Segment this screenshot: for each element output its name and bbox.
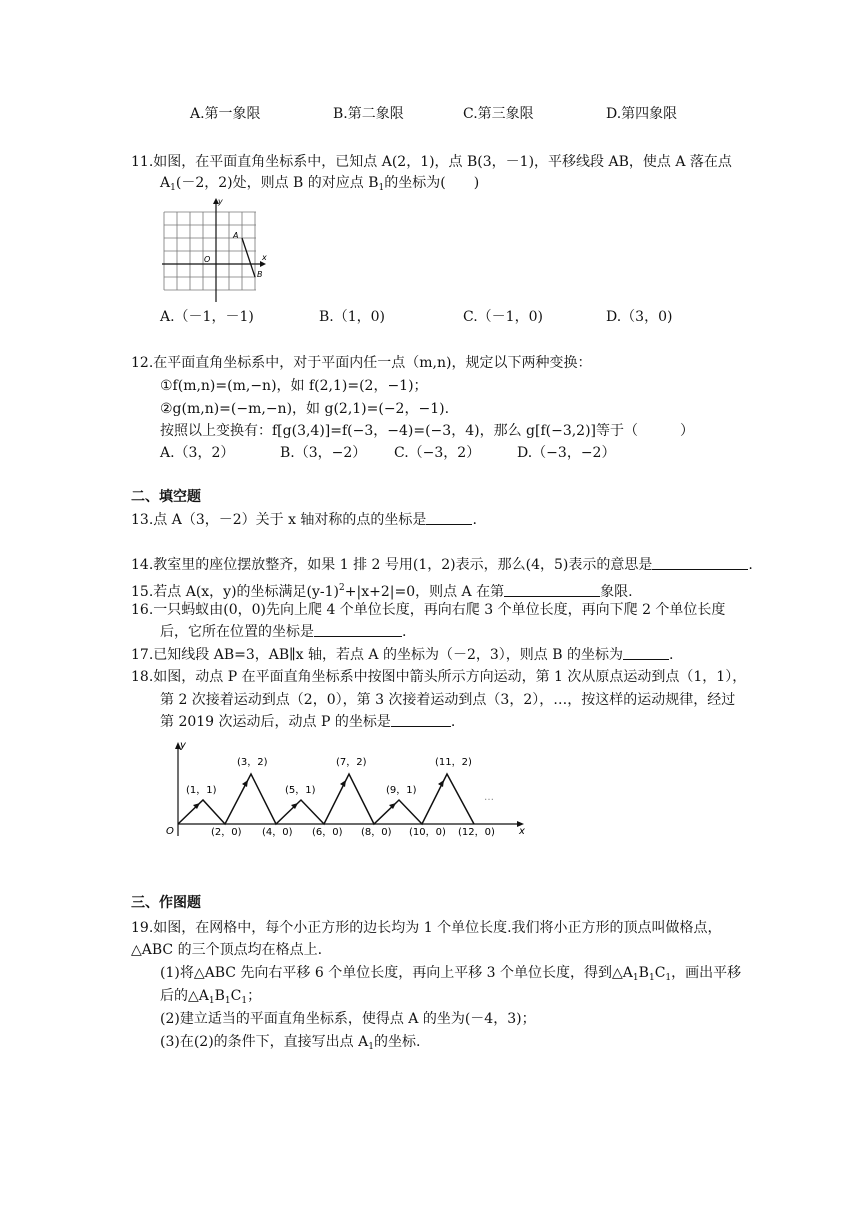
q11-line1: 11.如图，在平面直角坐标系中，已知点 A(2，1)，点 B(3，－1)，平移线段 AB，使点 A 落在点 [131, 154, 732, 170]
q19-line5: (2)建立适当的平面直角坐标系，使得点 A 的坐为(－4，3)； [160, 1011, 536, 1027]
q11-option-b: B.（1，0) [319, 309, 386, 325]
q11-option-a: A.（－1，－1) [160, 309, 254, 325]
q16-answer-blank[interactable] [314, 622, 402, 637]
q11-point-a-label: A [233, 231, 239, 240]
q11-x-label: x [262, 253, 267, 262]
q12-line4: 按照以上变换有：f[g(3,4)]=f(−3，−4)=(−3，4)，那么 g[f(−3,2)]等于（ ） [160, 423, 695, 439]
q19-line2: △ABC 的三个顶点均在格点上. [131, 942, 323, 958]
q18-origin-label: O [166, 826, 174, 837]
q11-option-c: C.（－1，0) [463, 309, 543, 325]
label-10-0: (10，0) [409, 827, 446, 838]
q18-bottom-labels [211, 827, 495, 838]
q10-option-d: D.第四象限 [606, 106, 678, 122]
q18-ellipsis: … [484, 792, 494, 803]
label-1-1: (1，1) [186, 785, 217, 796]
label-8-0: (8，0) [361, 827, 392, 838]
q13-answer-blank[interactable] [426, 510, 472, 525]
q10-option-c: C.第三象限 [463, 106, 534, 122]
label-7-2: (7，2) [336, 757, 367, 768]
label-6-0: (6，0) [312, 827, 343, 838]
label-4-0: (4，0) [262, 827, 293, 838]
q11-point-b-label: B [257, 270, 263, 279]
q11-grid-figure [160, 194, 270, 304]
q19-line3: (1)将△ABC 先向右平移 6 个单位长度，再向上平移 3 个单位长度，得到$\triangle A_1B_1C_1$，画出平移 [160, 965, 742, 983]
zigzag-path [178, 774, 474, 824]
q15-answer-blank[interactable] [504, 582, 600, 597]
q18-line3: 第 2019 次运动后，动点 P 的坐标是 . [160, 714, 456, 730]
section-fill-in-title: 二、填空题 [131, 489, 201, 505]
section-drawing-title: 三、作图题 [131, 895, 201, 911]
q15-line: 15.若点 A(x，y)的坐标满足$(y-1)^2+|x+2|=0$，则点 A 在第 象限. [131, 583, 633, 600]
q18-line2: 第 2 次接着运动到点（2，0），第 3 次接着运动到点（3，2），…，按这样的运动规律，经过 [160, 692, 736, 708]
q12-option-d: D.（−3，−2） [517, 445, 616, 461]
q19-line6: (3)在(2)的条件下，直接写出点 $A_1$的坐标. [160, 1034, 421, 1052]
q16-line2: 后，它所在位置的坐标是 . [160, 624, 407, 640]
q11-origin-label: O [204, 255, 211, 264]
q18-answer-blank[interactable] [391, 712, 451, 727]
q13-line: 13.点 A（3，－2）关于 x 轴对称的点的坐标是 . [131, 512, 477, 528]
label-2-0: (2，0) [211, 827, 242, 838]
label-3-2: (3，2) [237, 757, 268, 768]
q12-option-a: A.（3，2） [160, 445, 235, 461]
label-5-1: (5，1) [285, 785, 316, 796]
q18-y-label: y [180, 740, 186, 751]
q10-option-a: A.第一象限 [190, 106, 261, 122]
q11-line2: $A_1(-2$，2)处，则点 B 的对应点 $B_1$的坐标为( ) [160, 175, 480, 193]
q12-line2: ①f(m,n)=(m,−n)，如 f(2,1)=(2，−1)； [160, 378, 428, 394]
q17-answer-blank[interactable] [623, 645, 669, 660]
q18-zigzag-figure [160, 738, 530, 838]
label-12-0: (12，0) [458, 827, 495, 838]
q18-top-labels [186, 757, 472, 796]
q14-answer-blank[interactable] [652, 555, 748, 570]
q12-line1: 12.在平面直角坐标系中，对于平面内任一点（m,n)，规定以下两种变换： [131, 355, 592, 371]
q19-line1: 19.如图，在网格中，每个小正方形的边长均为 1 个单位长度.我们将小正方形的顶点叫做格点， [131, 920, 722, 936]
label-11-2: (11，2) [435, 757, 472, 768]
q14-line: 14.教室里的座位摆放整齐，如果 1 排 2 号用(1，2)表示，那么(4，5)表示的意思是 . [131, 557, 753, 573]
q16-line1: 16.一只蚂蚁由(0，0)先向上爬 4 个单位长度，再向右爬 3 个单位长度，再向下爬 2 个单位长度 [131, 602, 726, 618]
segment-ab [242, 238, 255, 277]
q11-y-label: y [218, 197, 223, 206]
q12-line3: ②g(m,n)=(−m,−n)，如 g(2,1)=(−2，−1). [160, 401, 450, 417]
q18-line1: 18.如图，动点 P 在平面直角坐标系中按图中箭头所示方向运动，第 1 次从原点运动到点（1，1）， [131, 669, 747, 685]
q12-option-c: C.（−3，2） [394, 445, 481, 461]
label-9-1: (9，1) [386, 785, 417, 796]
q11-option-d: D.（3，0) [606, 309, 673, 325]
q19-line4: 后的$\triangle A_1B_1C_1$； [160, 988, 262, 1006]
q18-x-label: x [519, 826, 525, 837]
q12-option-b: B.（3，−2） [280, 445, 367, 461]
q17-line: 17.已知线段 AB=3，AB∥x 轴，若点 A 的坐标为（－2，3），则点 B 的坐标为 . [131, 647, 674, 663]
q10-option-b: B.第二象限 [333, 106, 404, 122]
